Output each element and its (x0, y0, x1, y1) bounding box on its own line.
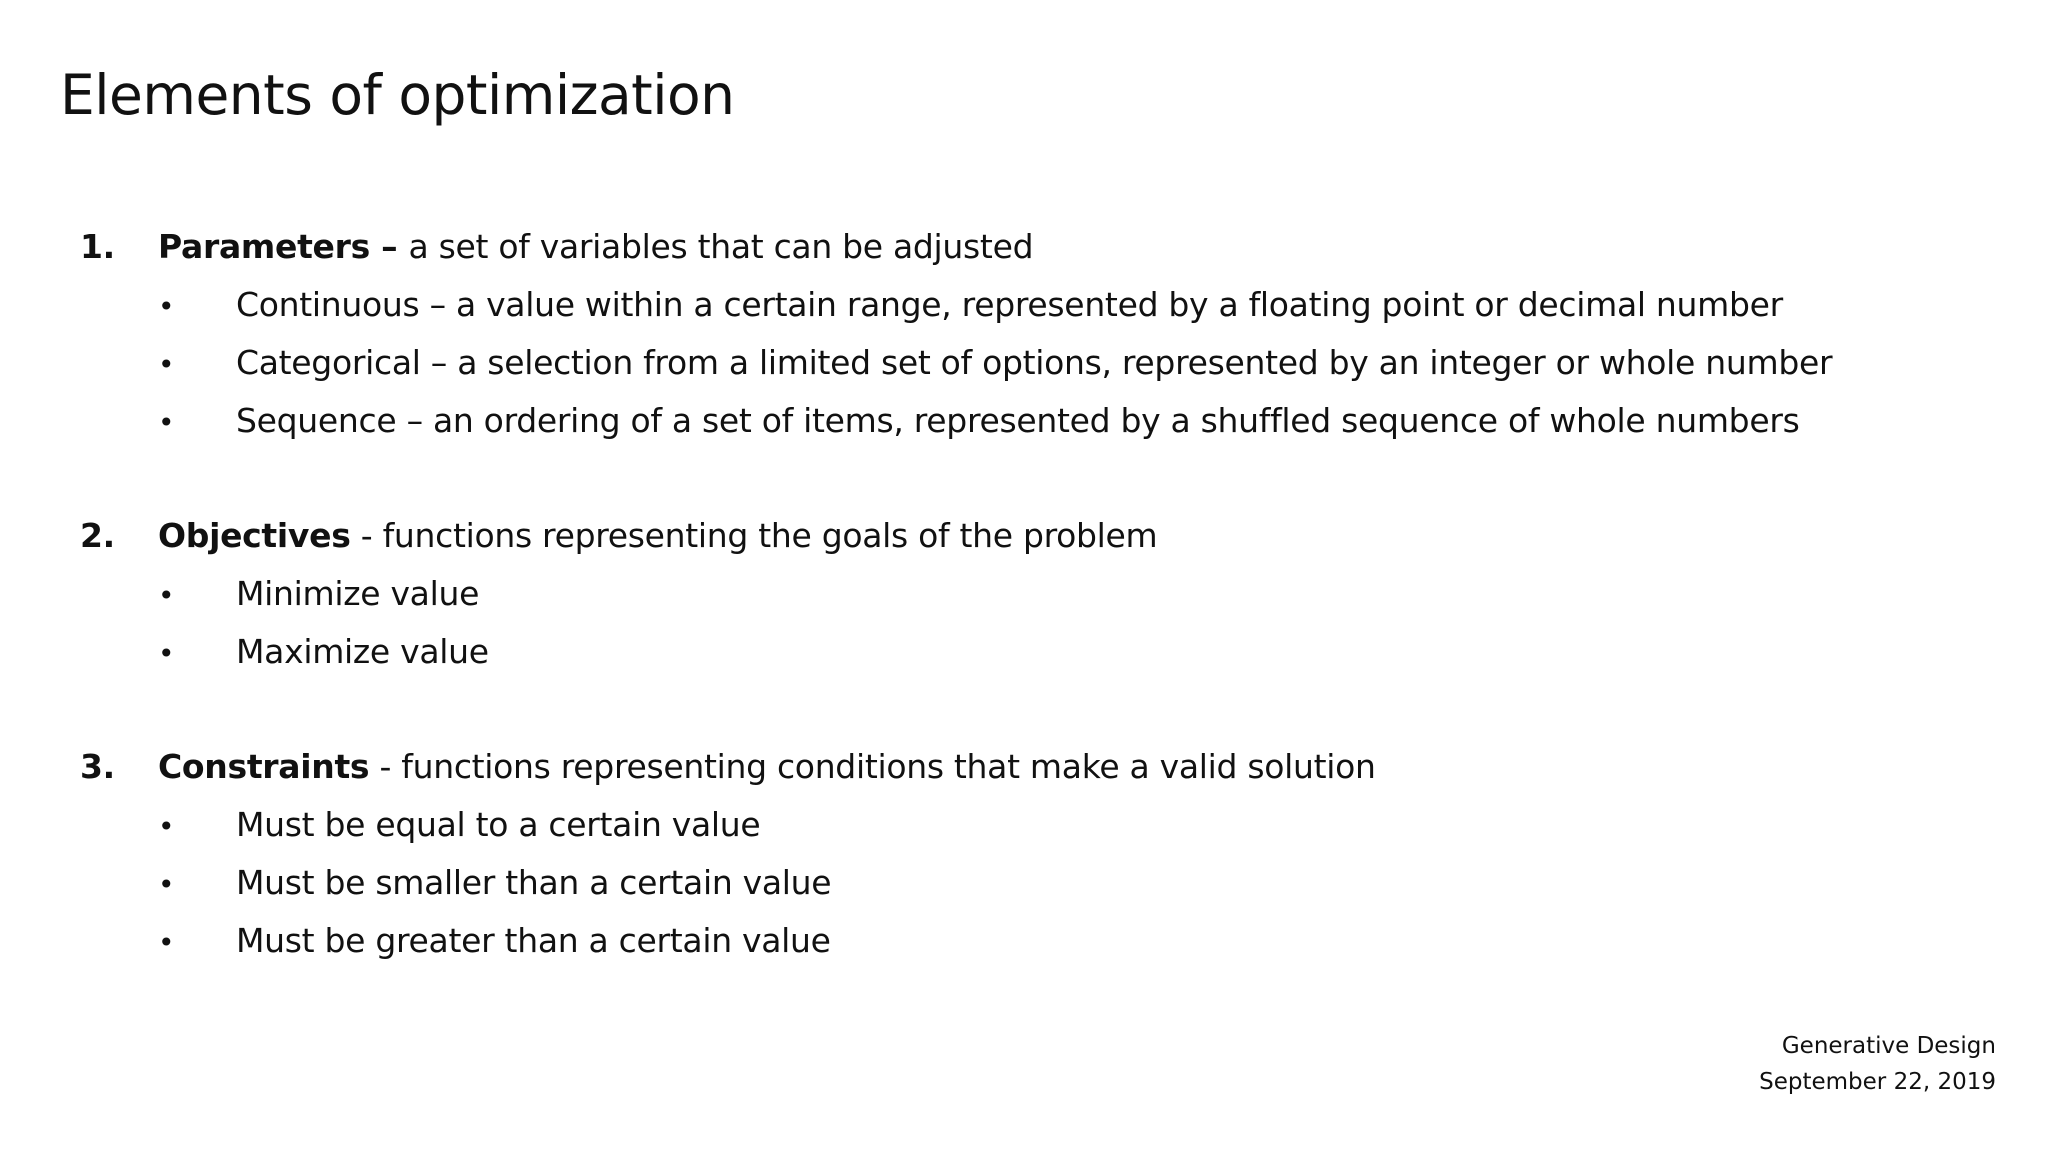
list-item-text: Must be greater than a certain value (236, 921, 831, 960)
section-objectives (80, 507, 1980, 681)
section-separator: - (350, 516, 383, 555)
section-number: 1. (80, 227, 115, 266)
bullet-icon: • (158, 579, 175, 612)
section-separator: – (369, 227, 409, 266)
section-description: functions representing conditions that make a valid solution (401, 747, 1376, 786)
bullet-icon: • (158, 637, 175, 670)
bullet-icon: • (158, 926, 175, 959)
section-heading-row (80, 738, 1980, 796)
list-item-text: Maximize value (236, 632, 489, 671)
footer-date: September 22, 2019 (1759, 1069, 1996, 1095)
list-item (80, 623, 1980, 681)
list-item-text: Minimize value (236, 574, 480, 613)
section-number: 3. (80, 747, 115, 786)
footer-course-name: Generative Design (1781, 1033, 1996, 1059)
bullet-icon: • (158, 868, 175, 901)
slide-title: Elements of optimization (60, 63, 735, 127)
section-number: 2. (80, 516, 115, 555)
list-item-text: Categorical – a selection from a limited set of options, represented by an integer or whole number (236, 343, 1833, 382)
list-item (80, 392, 1980, 450)
section-parameters (80, 218, 1980, 450)
list-item (80, 796, 1980, 854)
list-item (80, 276, 1980, 334)
list-item-text: Sequence – an ordering of a set of items, represented by a shuffled sequence of whole numbers (236, 401, 1800, 440)
bullet-icon: • (158, 406, 175, 439)
section-description: a set of variables that can be adjusted (408, 227, 1034, 266)
list-item (80, 334, 1980, 392)
section-heading: Parameters (158, 227, 370, 266)
slide-footer (1759, 1028, 1996, 1100)
section-heading: Constraints (158, 747, 370, 786)
bullet-icon: • (158, 348, 175, 381)
section-constraints (80, 738, 1980, 970)
list-item-text: Must be smaller than a certain value (236, 863, 832, 902)
optimization-elements-list (80, 218, 1980, 970)
section-heading: Objectives (158, 516, 351, 555)
bullet-icon: • (158, 290, 175, 323)
section-separator: - (369, 747, 402, 786)
list-item (80, 854, 1980, 912)
list-item (80, 565, 1980, 623)
list-item (80, 912, 1980, 970)
list-item-text: Continuous – a value within a certain range, represented by a floating point or decimal number (236, 285, 1783, 324)
section-heading-row (80, 507, 1980, 565)
bullet-icon: • (158, 810, 175, 843)
section-heading-row (80, 218, 1980, 276)
list-item-text: Must be equal to a certain value (236, 805, 761, 844)
section-description: functions representing the goals of the problem (382, 516, 1158, 555)
